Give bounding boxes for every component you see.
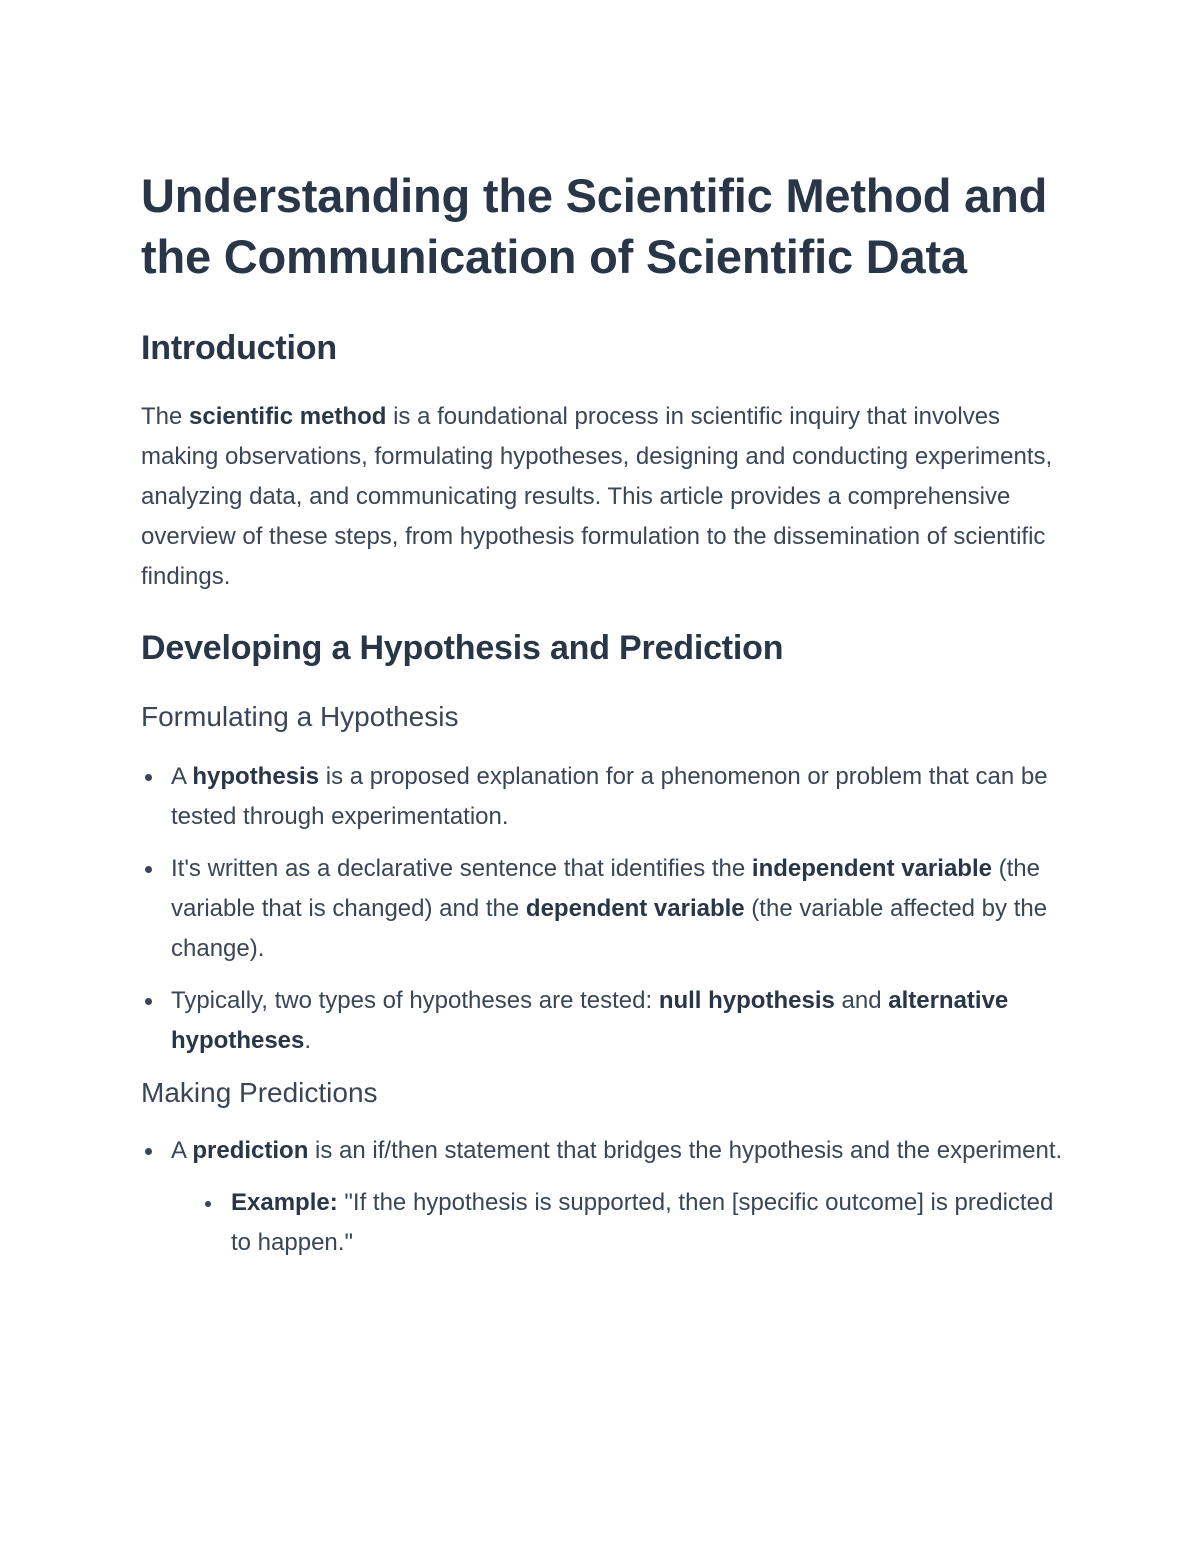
list-item <box>141 757 1071 837</box>
developing-heading: Developing a Hypothesis and Prediction <box>141 629 784 667</box>
list-item <box>141 1131 1071 1263</box>
text: A <box>171 1137 193 1164</box>
text: is a proposed explanation for a phenomenon or problem that can be tested through experimentation. <box>171 763 1048 830</box>
bold-term: prediction <box>192 1137 309 1164</box>
intro-text-2: is a foundational process in scientific inquiry that involves making observations, formulating hypotheses, designing and conducting experiments, analyzing data, and communicating results. This article provides a comprehensive overview of these steps, from hypothesis formulation to the dissemination of scientific findings. <box>141 403 1053 590</box>
predictions-heading: Making Predictions <box>141 1077 378 1108</box>
bold-term: hypothesis <box>192 763 320 790</box>
text: (the variable affected by the change). <box>171 895 1048 962</box>
text: and <box>834 987 889 1014</box>
formulating-heading: Formulating a Hypothesis <box>141 701 459 732</box>
list-item <box>141 849 1071 969</box>
intro-text-1: The <box>141 403 190 430</box>
text: Typically, two types of hypotheses are tested: <box>171 987 659 1014</box>
predictions-list <box>141 1131 1071 1263</box>
formulating-list <box>141 757 1071 1061</box>
intro-bold-scientific-method: scientific method <box>189 403 387 430</box>
text: "If the hypothesis is supported, then [specific outcome] is predicted to happen." <box>231 1189 1054 1256</box>
document-title: Understanding the Scientific Method and the Communication of Scientific Data <box>141 169 1048 283</box>
list-item <box>141 981 1071 1061</box>
introduction-paragraph <box>141 397 1071 597</box>
bold-term: Example: <box>231 1189 338 1216</box>
text: (the variable that is changed) and the <box>171 855 1040 922</box>
document-page <box>141 165 1071 1263</box>
text: A <box>171 763 193 790</box>
text: . <box>304 1027 312 1054</box>
bold-term: independent variable <box>751 855 992 882</box>
list-item <box>201 1183 1071 1263</box>
bold-term: null hypothesis <box>658 987 835 1014</box>
text: It's written as a declarative sentence that identifies the <box>171 855 752 882</box>
bold-term: alternative hypotheses <box>171 987 1009 1054</box>
bold-term: dependent variable <box>525 895 745 922</box>
nested-list <box>201 1183 1071 1263</box>
text: is an if/then statement that bridges the hypothesis and the experiment. <box>308 1137 1063 1164</box>
introduction-heading: Introduction <box>141 329 337 367</box>
